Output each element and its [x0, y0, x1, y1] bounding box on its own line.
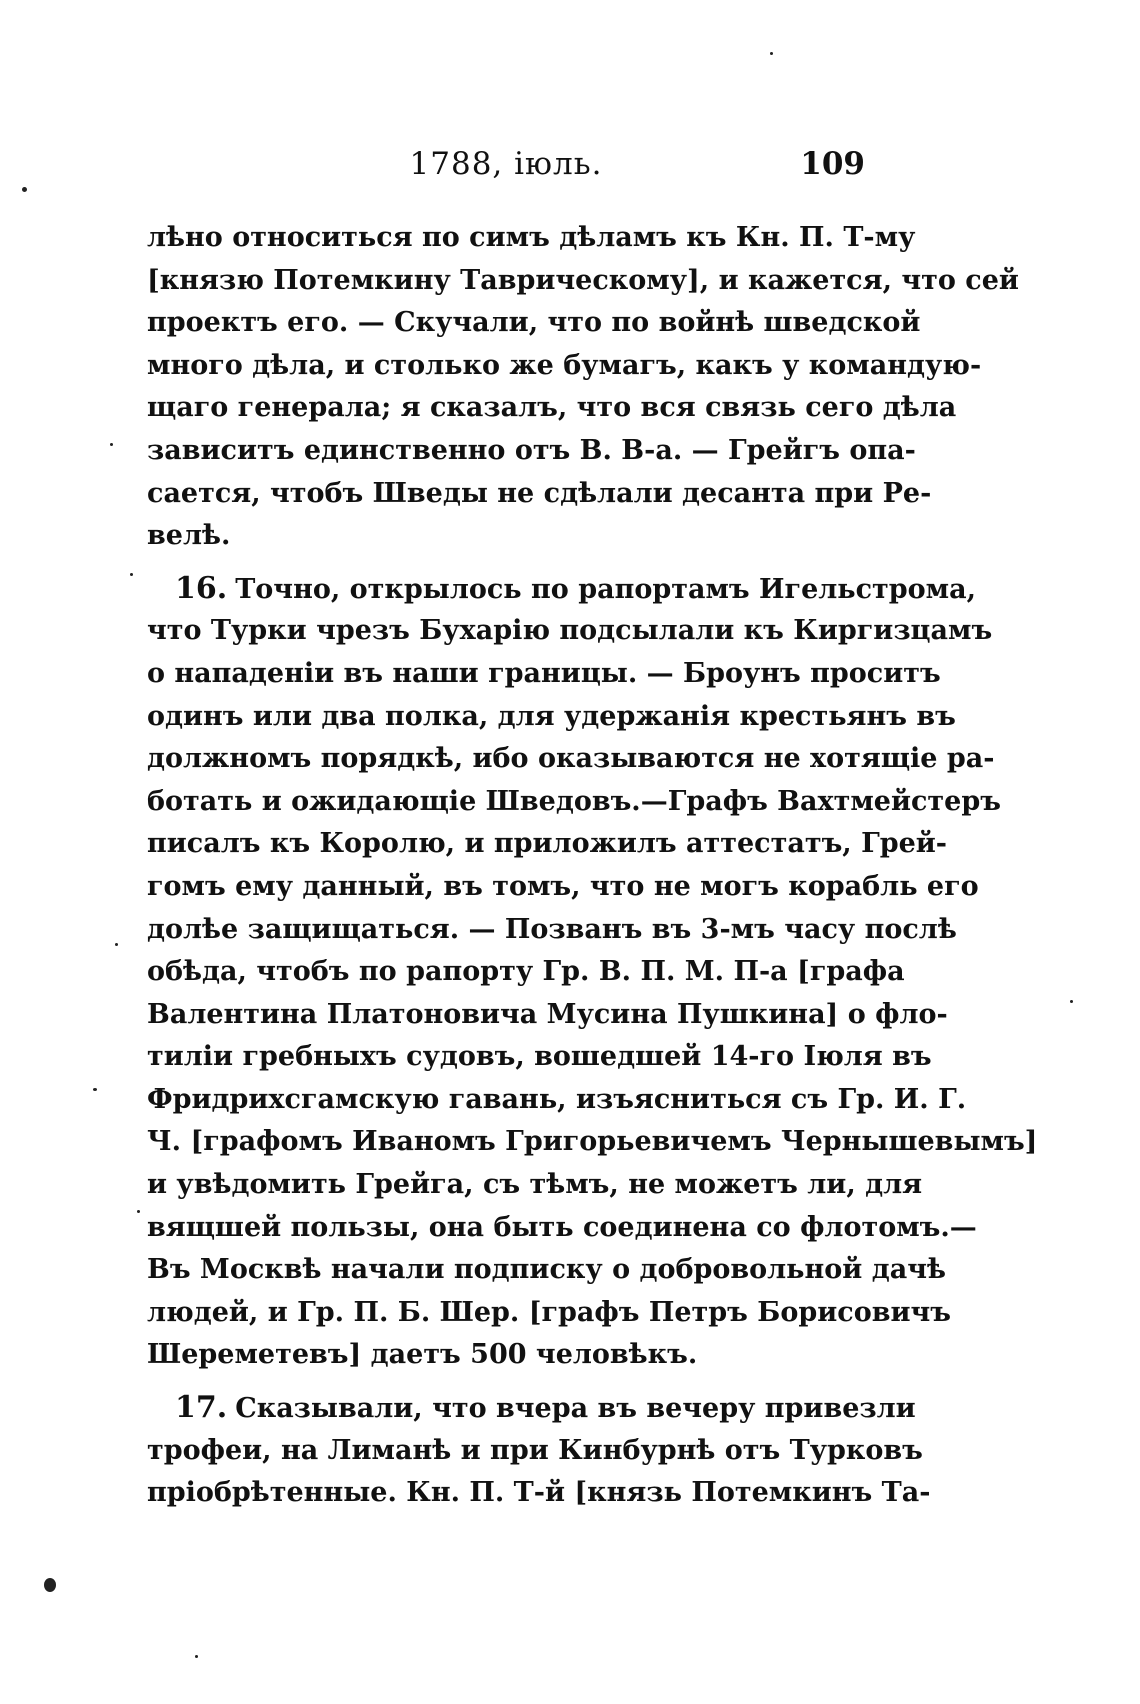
text-line: щаго генерала; я сказалъ, что вся связь сего дѣла — [147, 392, 957, 424]
text-line: тиліи гребныхъ судовъ, вошедшей 14-го Іюля въ — [147, 1041, 932, 1073]
text-line — [147, 1387, 916, 1430]
text-line: что Турки чрезъ Бухарію подсылали къ Киргизцамъ — [147, 615, 993, 647]
page-number: 109 — [800, 146, 865, 182]
scan-speck — [93, 1088, 97, 1091]
text-line: лѣно относиться по симъ дѣламъ къ Кн. П. Т-му — [147, 222, 916, 253]
text-line: писалъ къ Королю, и приложилъ аттестатъ, Грей- — [147, 828, 948, 860]
scan-speck — [115, 943, 118, 946]
text-line: Въ Москвѣ начали подписку о добровольной дачѣ — [147, 1254, 946, 1286]
text-line: обѣда, чтобъ по рапорту Гр. В. П. М. П-а [графа — [147, 956, 905, 988]
text-line: ботать и ожидающіе Шведовъ.—Графъ Вахтмейстеръ — [147, 785, 1001, 817]
running-head: 1788, іюль. — [409, 146, 603, 182]
scan-speck — [137, 1210, 140, 1213]
text-line: зависитъ единственно отъ В. В-а. — Грейгъ опа- — [147, 434, 916, 466]
text-line: Валентина Платоновича Мусина Пушкина] о фло- — [147, 998, 948, 1030]
text-line — [147, 568, 977, 611]
scan-speck — [130, 573, 133, 576]
page-header — [147, 144, 865, 184]
text-line: и увѣдомить Грейга, съ тѣмъ, не можетъ ли, для — [147, 1169, 923, 1201]
text-line: Фридрихсгамскую гавань, изъясниться съ Гр. И. Г. — [147, 1083, 967, 1115]
paragraph-number: 17. — [175, 1390, 228, 1426]
text-line: велѣ. — [147, 520, 231, 552]
text-line: Ч. [графомъ Иваномъ Григорьевичемъ Чернышевымъ] — [147, 1126, 1038, 1158]
text-line: Шереметевъ] даетъ 500 человѣкъ. — [147, 1339, 698, 1371]
text-line: [князю Потемкину Таврическому], и кажется, что сей — [147, 264, 1019, 296]
text-line: сается, чтобъ Шведы не сдѣлали десанта при Ре- — [147, 477, 932, 509]
body-text — [147, 217, 1038, 1515]
text-line: долѣе защищаться. — Позванъ въ 3-мъ часу послѣ — [147, 913, 957, 945]
scan-speck — [195, 1655, 198, 1658]
text-line: гомъ ему данный, въ томъ, что не могъ корабль его — [147, 870, 979, 902]
text-line: трофеи, на Лиманѣ и при Кинбурнѣ отъ Турковъ — [147, 1434, 923, 1466]
text-line: людей, и Гр. П. Б. Шер. [графъ Петръ Борисовичъ — [147, 1296, 951, 1328]
scan-speck — [22, 187, 27, 192]
text-line: о нападеніи въ наши границы. — Броунъ проситъ — [147, 657, 941, 689]
line-text: Точно, открылось по рапортамъ Игельстрома, — [235, 573, 977, 605]
text-line: должномъ порядкѣ, ибо оказываются не хотящіе ра- — [147, 743, 995, 775]
scan-speck — [110, 443, 113, 446]
paragraph-17 — [147, 1387, 931, 1515]
line-text: Сказывали, что вчера въ вечеру привезли — [235, 1393, 916, 1425]
text-line: много дѣла, и столько же бумагъ, какъ у командую- — [147, 349, 982, 381]
scan-speck — [1070, 1000, 1073, 1003]
text-line: вящшей пользы, она быть соединена со флотомъ.— — [147, 1211, 977, 1243]
scan-speck — [770, 52, 773, 55]
scan-speck — [44, 1578, 56, 1592]
paragraph-16 — [147, 568, 1038, 1377]
text-line: одинъ или два полка, для удержанія крестьянъ въ — [147, 700, 956, 732]
text-line: пріобрѣтенные. Кн. П. Т-й [князь Потемкинъ Та- — [147, 1477, 931, 1509]
paragraph — [147, 217, 1019, 558]
text-line: проектъ его. — Скучали, что по войнѣ шведской — [147, 307, 921, 339]
paragraph-number: 16. — [175, 570, 228, 606]
